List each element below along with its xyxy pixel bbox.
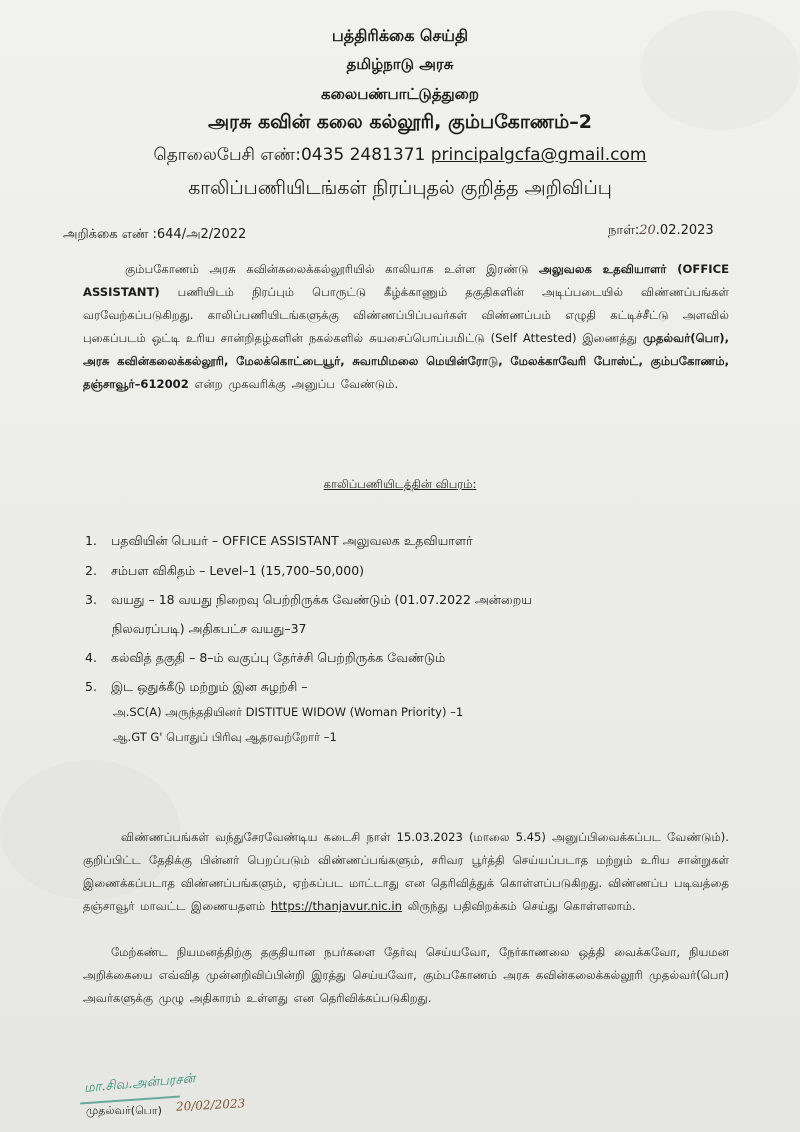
intro-paragraph: [83, 258, 729, 396]
signatory-designation: முதல்வர்(பொ): [86, 1104, 162, 1117]
signature-date: 20/02/2023: [175, 1096, 246, 1114]
email-address[interactable]: principalgcfa@gmail.com: [430, 145, 647, 165]
deadline-text: விண்ணப்பங்கள் வந்துசேரவேண்டிய கடைசி நாள் 15.03.2023 (மாலை 5.45) அனுப்பிவைக்கப்பட வேண்டும்). குறிப்பிட்ட தேதிக்கு பின்னர் பெறப்படும் விண்ணப்பங்களும், சரிவர பூர்த்தி செய்யப்படாத மற்றும் உரிய சான்றுகள் இணைக்கப்படாத விண்ணப்பங்களும், ஏற்கப்பட மாட்டாது என தெரிவித்துக் கொள்ளப்படுகிறது. விண்ணப்ப படிவத்தை தஞ்சாவூர் மாவட்ட இணையதளம்: [83, 830, 729, 913]
deadline-text-after: லிருந்து பதிவிறக்கம் செய்து கொள்ளலாம்.: [401, 899, 636, 913]
list-item: 5. இட ஒதுக்கீடு மற்றும் இன சுழற்சி –: [85, 679, 308, 694]
notice-title: காலிப்பணியிடங்கள் நிரப்புதல் குறித்த அறிவிப்பு: [188, 177, 612, 199]
reference-number: அறிக்கை எண் :644/அ2/2022: [63, 227, 247, 242]
intro-text-3: என்ற முகவரிக்கு அனுப்ப வேண்டும்.: [188, 377, 399, 391]
list-item: 3. வயது – 18 வயது நிறைவு பெற்றிருக்க வேண்டும் (01.07.2022 அன்றைய: [85, 592, 532, 607]
department-heading: கலைபண்பாட்டுத்துறை: [321, 85, 479, 103]
intro-text-1: கும்பகோணம் அரசு கவின்கலைக்கல்லூரியில் காலியாக உள்ள இரண்டு: [125, 262, 539, 276]
list-item: 4. கல்வித் தகுதி – 8–ம் வகுப்பு தேர்ச்சி பெற்றிருக்க வேண்டும்: [85, 650, 446, 665]
reservation-line-1: அ.SC(A) அருந்ததியினர் DISTITUE WIDOW (Woman Priority) –1: [113, 705, 464, 719]
intro-post-name: அலுவலக உதவியாளர் (OFFICE ASSISTANT): [83, 262, 729, 299]
signature: மா.சிவ.அன்பரசன்: [83, 1071, 196, 1096]
list-item-continuation: நிலவரப்படி) அதிகபட்ச வயது–37: [112, 621, 307, 636]
district-website-link[interactable]: https://thanjavur.nic.in: [270, 899, 402, 913]
notice-date: [608, 223, 714, 239]
reservation-line-2: ஆ.GT G' பொதுப் பிரிவு ஆதரவற்றோர் –1: [113, 730, 337, 744]
date-rest: .02.2023: [655, 223, 714, 238]
college-heading: அரசு கவின் கலை கல்லூரி, கும்பகோணம்–2: [208, 111, 592, 133]
vacancy-heading: காலிப்பணியிடத்தின் விபரம்:: [323, 477, 477, 491]
press-release-heading: பத்திரிக்கை செய்தி: [331, 26, 469, 45]
phone-number: தொலைபேசி எண்:0435 2481371: [153, 145, 426, 165]
authority-paragraph: மேற்கண்ட நியமனத்திற்கு தகுதியான நபர்களை தேர்வு செய்யவோ, நேர்காணலை ஒத்தி வைக்கவோ, நியமன அறிக்கையை எவ்வித முன்னறிவிப்பின்றி இரத்து செய்யவோ, கும்பகோணம் அரசு கவின்கலைக்கல்லூரி முதல்வர்(பொ) அவர்களுக்கு முழு அதிகாரம் உள்ளது என தெரிவிக்கப்படுகிறது.: [83, 945, 729, 1005]
contact-line: [0, 145, 800, 167]
list-item: 2. சம்பள விகிதம் – Level–1 (15,700–50,000): [85, 563, 365, 578]
date-prefix: நாள்:: [608, 223, 640, 238]
date-handwritten-day: 20: [639, 223, 656, 238]
list-item: 1. பதவியின் பெயர் – OFFICE ASSISTANT அலுவலக உதவியாளர்: [85, 533, 473, 548]
government-heading: தமிழ்நாடு அரசு: [346, 55, 454, 73]
intro-text-2: பணியிடம் நிரப்பும் பொருட்டு கீழ்க்காணும் தகுதிகளின் அடிப்படையில் விண்ணப்பங்கள் வரவேற்கப்படுகிறது. காலிப்பணியிடங்களுக்கு விண்ணப்பிப்பவர்கள் விண்ணப்பம் எழுதி கட்டிச்சீட்டு அளவில் புகைப்படம் ஒட்டி உரிய சான்றிதழ்களின் நகல்களில் சுயசைப்பொப்பமிட்டு (Self Attested) இணைத்து: [83, 285, 729, 345]
deadline-paragraph: [83, 826, 729, 918]
intro-address: முதல்வர்(பொ), அரசு கவின்கலைக்கல்லூரி, மேலக்கொட்டையூர், சுவாமிமலை மெயின்ரோடு, மேலக்காவேரி போஸ்ட், கும்பகோணம், தஞ்சாவூர்–612002: [83, 331, 729, 391]
